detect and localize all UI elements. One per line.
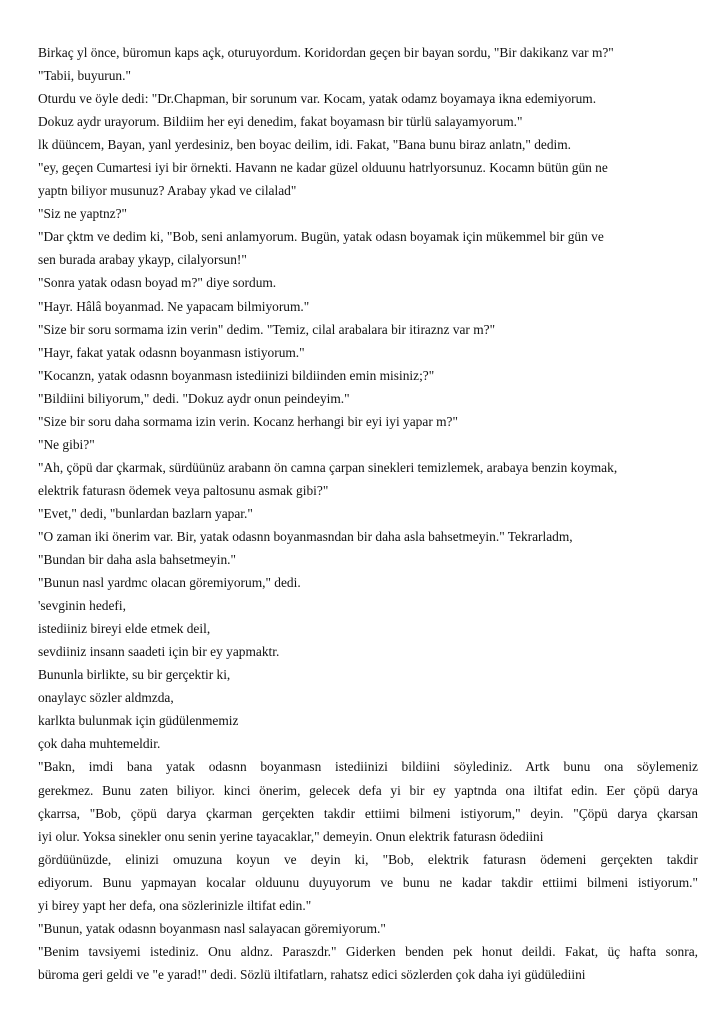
document-page xyxy=(38,41,698,986)
text-line: Bununla birlikte, su bir gerçektir ki, xyxy=(38,667,231,683)
text-line: yi birey yapt her defa, ona sözlerinizle iltifat edin." xyxy=(38,897,312,913)
text-line: Oturdu ve öyle dedi: "Dr.Chapman, bir sorunum var. Kocam, yatak odamz boyamaya ikna edemiyorum. xyxy=(38,91,597,107)
text-line: karlkta bulunmak için güdülenmemiz xyxy=(38,713,239,729)
text-line: onaylayc sözler aldmzda, xyxy=(38,690,174,706)
text-line: "Bunun, yatak odasnn boyanmasn nasl salayacan göremiyorum." xyxy=(38,920,386,936)
text-line: ediyorum. Bunu yapmayan kocalar olduunu duyuyorum ve bunu ne kadar takdir ettiimi bilmeni istiyorum." xyxy=(38,874,698,890)
text-line: "Tabii, buyurun." xyxy=(38,68,131,84)
text-line: çkarrsa, "Bob, çöpü darya çkarman gerçekten takdir ettiimi bilmeni istiyorum," deyin. "Çöpü darya çkarsan xyxy=(38,805,698,821)
text-line: 'sevginin hedefi, xyxy=(38,598,126,614)
text-line: "Bundan bir daha asla bahsetmeyin." xyxy=(38,552,236,568)
text-line: "Evet," dedi, "bunlardan bazlarn yapar." xyxy=(38,505,253,521)
text-line: "Bildiini biliyorum," dedi. "Dokuz aydr onun peindeyim." xyxy=(38,390,350,406)
text-line: "Dar çktm ve dedim ki, "Bob, seni anlamyorum. Bugün, yatak odasn boyamak için mükemmel bir gün ve xyxy=(38,229,604,245)
text-line: gördüünüzde, elinizi omuzuna koyun ve deyin ki, "Bob, elektrik faturasn ödemeni gerçekten takdir xyxy=(38,851,698,867)
text-line: "Benim tavsiyemi istediniz. Onu aldnz. Paraszdr." Giderken benden pek honut deildi. Fakat, üç hafta sonra, xyxy=(38,943,698,959)
text-line: gerekmez. Bunu zaten biliyor. kinci önerim, gelecek defa yi bir ey yaptnda ona iltifat edin. Eer çöpü darya xyxy=(38,782,698,798)
text-line: "Sonra yatak odasn boyad m?" diye sordum. xyxy=(38,275,277,291)
text-line: sen burada arabay ykayp, cilalyorsun!" xyxy=(38,252,247,268)
text-line: büroma geri geldi ve "e yarad!" dedi. Sözlü iltifatlarn, rahatsz edici sözlerden çok daha iyi güdülediini xyxy=(38,966,586,982)
text-line: "Kocanzn, yatak odasnn boyanmasn istediinizi bildiinden emin misiniz;?" xyxy=(38,367,435,383)
text-line: "Ah, çöpü dar çkarmak, sürdüünüz arabann ön camna çarpan sinekleri temizlemek, arabaya benzin koymak, xyxy=(38,459,618,475)
text-line: "Size bir soru sormama izin verin" dedim. "Temiz, cilal arabalara bir itiraznz var m?" xyxy=(38,321,496,337)
text-line: "Siz ne yaptnz?" xyxy=(38,206,128,222)
text-line: "Bunun nasl yardmc olacan göremiyorum," dedi. xyxy=(38,575,301,591)
text-line: "Hayr. Hâlâ boyanmad. Ne yapacam bilmiyorum." xyxy=(38,298,310,314)
text-line: Birkaç yl önce, büromun kaps açk, oturuyordum. Koridordan geçen bir bayan sordu, "Bir dakikanz var m?" xyxy=(38,45,614,60)
text-line: "Ne gibi?" xyxy=(38,436,95,452)
text-line: Dokuz aydr urayorum. Bildiim her eyi denedim, fakat boyamasn bir türlü salayamyorum." xyxy=(38,114,523,130)
text-line: "Bakn, imdi bana yatak odasnn boyanmasn istediinizi bildiini söylediniz. Artk bunu ona söylemeniz xyxy=(38,759,698,775)
text-line: elektrik faturasn ödemek veya paltosunu asmak gibi?" xyxy=(38,482,329,498)
text-line: istediiniz bireyi elde etmek deil, xyxy=(38,621,211,637)
text-line: iyi olur. Yoksa sinekler onu senin yerine tayacaklar," demeyin. Onun elektrik faturasn ödediini xyxy=(38,828,544,844)
text-line: çok daha muhtemeldir. xyxy=(38,736,161,752)
text-line: "Hayr, fakat yatak odasnn boyanmasn istiyorum." xyxy=(38,344,305,360)
text-line: "O zaman iki önerim var. Bir, yatak odasnn boyanmasndan bir daha asla bahsetmeyin." Tekrarladm, xyxy=(38,528,573,544)
text-line: lk düüncem, Bayan, yanl yerdesiniz, ben boyac deilim, idi. Fakat, "Bana bunu biraz anlatn," dedim. xyxy=(38,137,572,153)
text-line: yaptn biliyor musunuz? Arabay ykad ve cilalad" xyxy=(38,183,297,199)
text-line: "Size bir soru daha sormama izin verin. Kocanz herhangi bir eyi iyi yapar m?" xyxy=(38,413,458,429)
text-line: "ey, geçen Cumartesi iyi bir örnekti. Havann ne kadar güzel olduunu hatrlyorsunuz. Kocamn bütün gün ne xyxy=(38,160,608,176)
text-line: sevdiiniz insann saadeti için bir ey yapmaktr. xyxy=(38,644,280,660)
